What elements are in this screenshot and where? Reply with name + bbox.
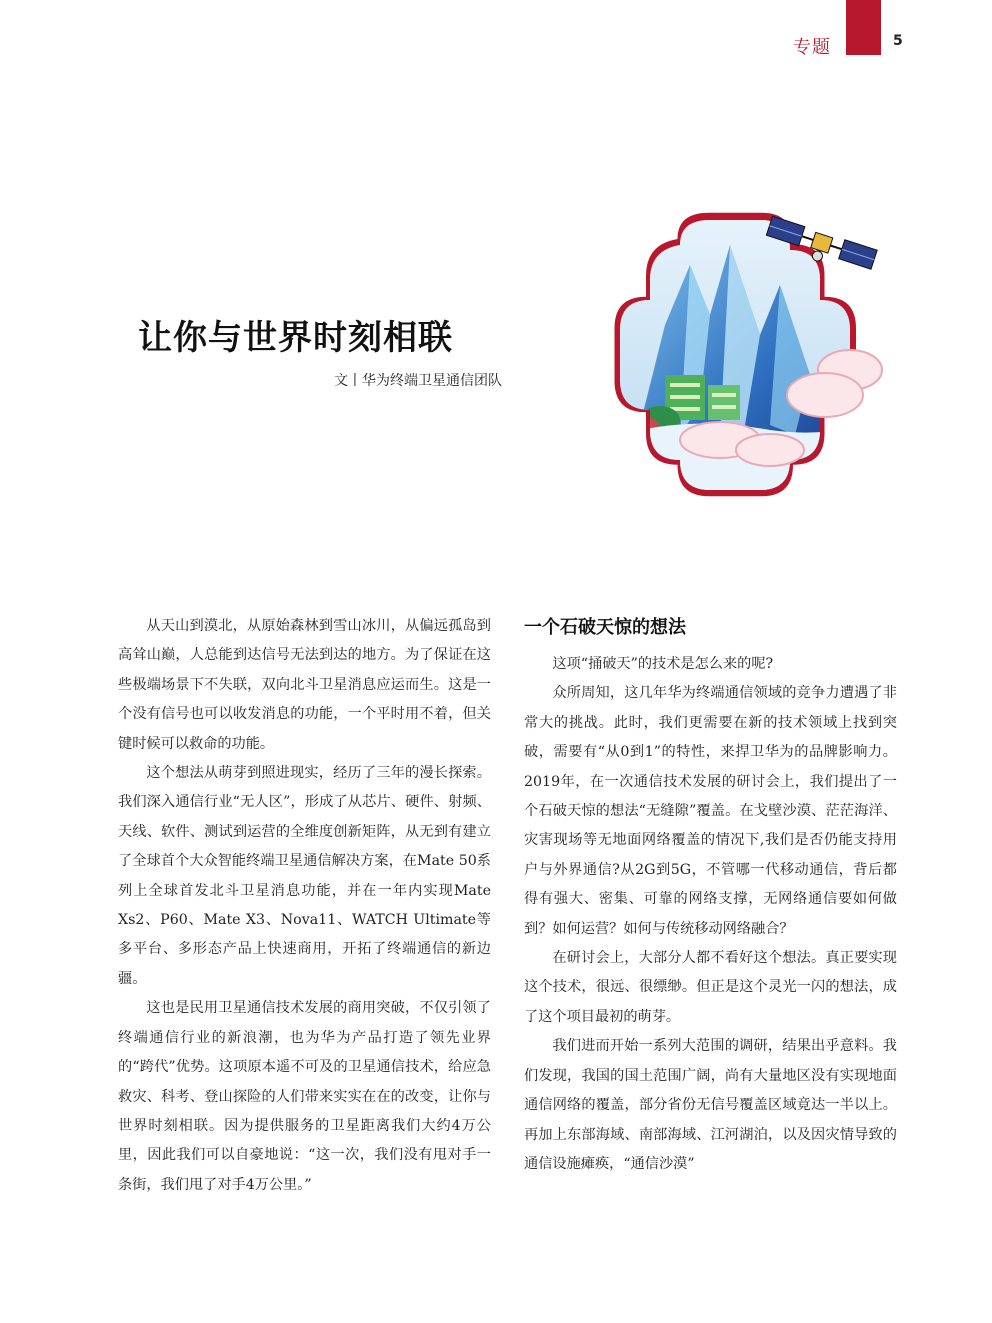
satellite-over-mountains-illustration: [570, 205, 890, 505]
article-title: 让你与世界时刻相联: [138, 318, 453, 358]
right-column: [524, 612, 897, 1179]
paragraph: 我们进而开始一系列大范围的调研，结果出乎意料。我们发现，我国的国土范围广阔，尚有大量地区没有实现地面通信网络的覆盖，部分省份无信号覆盖区域竟达一半以上。再加上东部海域、南部海域、江河湖泊，以及因灾情导致的通信设施瘫痪，“通信沙漠”: [524, 1038, 897, 1172]
paragraph: 从天山到漠北，从原始森林到雪山冰川，从偏远孤岛到高耸山巅，人总能到达信号无法到达的地方。为了保证在这些极端场景下不失联，双向北斗卫星消息应运而生。这是一个没有信号也可以收发消息的功能，一个平时用不着，但关键时候可以救命的功能。: [118, 618, 491, 752]
section-color-bar: [846, 0, 881, 55]
paragraph: 众所周知，这几年华为终端通信领域的竞争力遭遇了非常大的挑战。此时，我们更需要在新的技术领域上找到突破，需要有“从0到1”的特性，来捍卫华为的品牌影响力。2019年，在一次通信技术发展的研讨会上，我们提出了一个石破天惊的想法“无缝隙”覆盖。在戈壁沙漠、茫茫海洋、灾害现场等无地面网络覆盖的情况下,我们是否仍能支持用户与外界通信?从2G到5G，不管哪一代移动通信，背后都得有强大、密集、可靠的网络支撑，无网络通信要如何做到？如何运营？如何与传统移动网络融合？: [524, 685, 897, 937]
paragraph: 这也是民用卫星通信技术发展的商用突破，不仅引领了终端通信行业的新浪潮，也为华为产品打造了领先业界的“跨代”优势。这项原本遥不可及的卫星通信技术，给应急救灾、科考、登山探险的人们带来实实在在的改变，让你与世界时刻相联。因为提供服务的卫星距离我们大约4万公里，因此我们可以自豪地说：“这一次，我们没有甩对手一条街，我们甩了对手4万公里。”: [118, 1000, 491, 1193]
paragraph: 这个想法从萌芽到照进现实，经历了三年的漫长探索。我们深入通信行业“无人区”，形成了从芯片、硬件、射频、天线、软件、测试到运营的全维度创新矩阵，从无到有建立了全球首个大众智能终端卫星通信解决方案，在Mate 50系列上全球首发北斗卫星消息功能，并在一年内实现Mate Xs2、P60、Mate X3、Nova11、WATCH Ultimate等多平台、多形态产品上快速商用，开拓了终端通信的新边疆。: [118, 765, 491, 987]
section-label: 专题: [793, 37, 831, 58]
paragraph: 这项“捅破天”的技术是怎么来的呢?: [552, 656, 774, 672]
page-number: 5: [893, 33, 903, 49]
article-byline: 文丨华为终端卫星通信团队: [334, 373, 502, 389]
left-column: [118, 612, 491, 1200]
paragraph: 在研讨会上，大部分人都不看好这个想法。真正要实现这个技术，很远、很缥缈。但正是这个灵光一闪的想法，成了这个项目最初的萌芽。: [524, 950, 897, 1025]
section-heading: 一个石破天惊的想法: [524, 617, 686, 638]
